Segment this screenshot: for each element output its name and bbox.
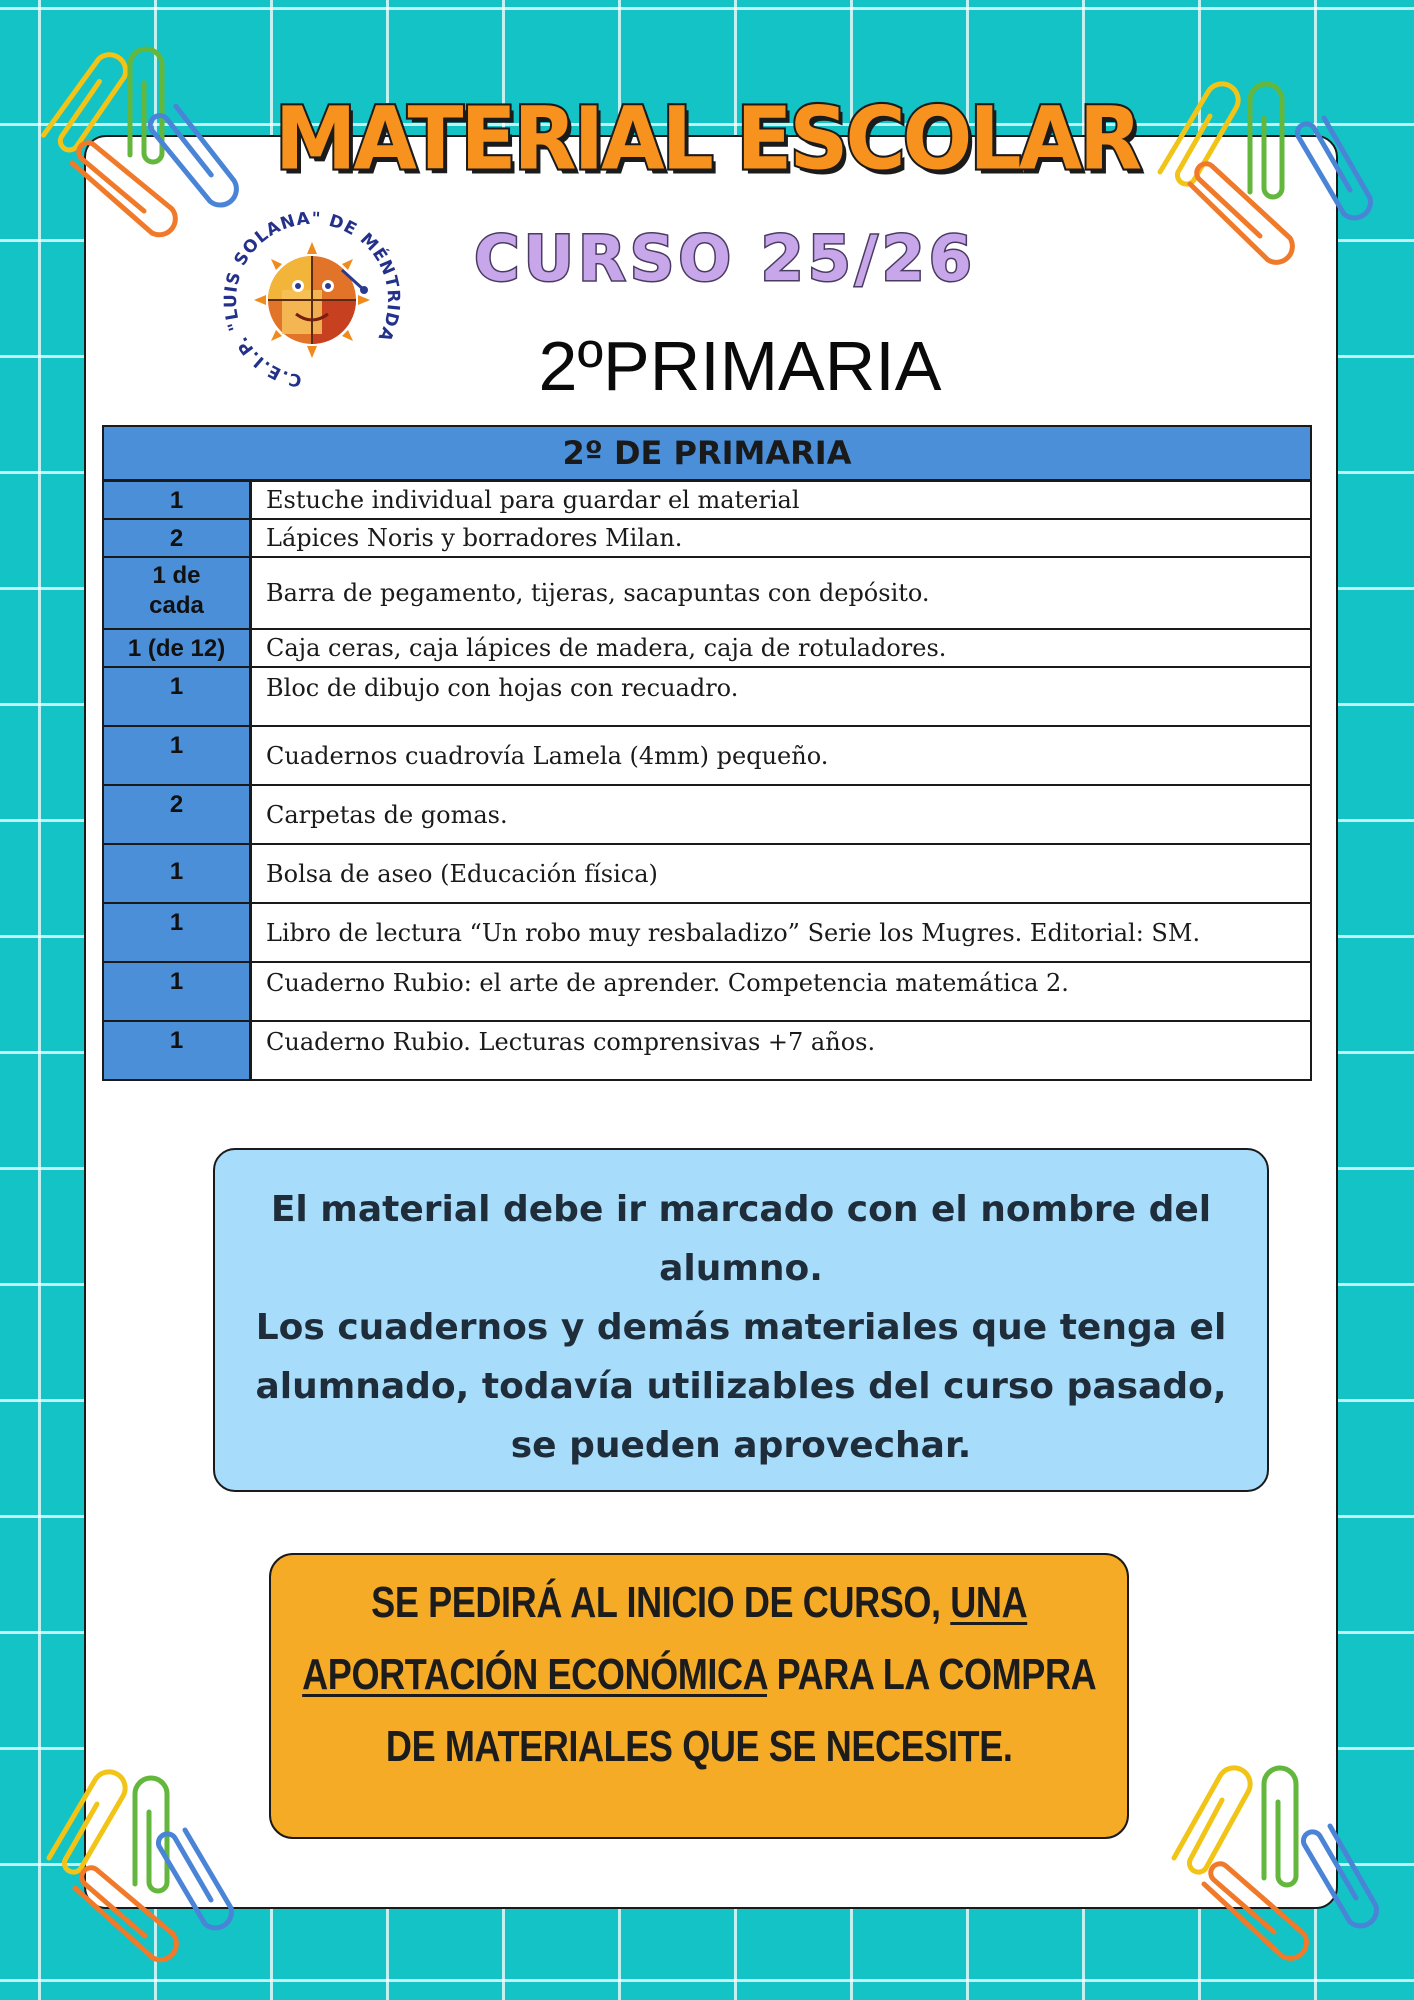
row-item: Estuche individual para guardar el material (266, 486, 800, 514)
row-item: Lápices Noris y borradores Milan. (266, 524, 683, 552)
row-quantity: 2 (104, 786, 252, 843)
row-quantity: 1 (104, 482, 252, 518)
row-item: Caja ceras, caja lápices de madera, caja de rotuladores. (266, 634, 947, 662)
row-item: Bloc de dibujo con hojas con recuadro. (266, 674, 739, 702)
table-row (104, 630, 1310, 668)
table-row (104, 520, 1310, 558)
paperclips-bottom-left-icon (35, 1758, 265, 1968)
paperclips-bottom-right-icon (1160, 1750, 1400, 1970)
row-item: Cuadernos cuadrovía Lamela (4mm) pequeño. (266, 741, 829, 770)
row-item: Barra de pegamento, tijeras, sacapuntas con depósito. (266, 579, 930, 607)
table-row (104, 1022, 1310, 1079)
school-logo (205, 196, 420, 401)
svg-text:C.E.I.P. "LUIS SOLANA" DE MÉNT: C.E.I.P. "LUIS SOLANA" DE MÉNTRIDA (220, 208, 404, 391)
row-quantity: 2 (104, 520, 252, 556)
row-quantity: 1 (104, 727, 252, 784)
note-line-2: Los cuadernos y demás materiales que tenga el alumnado, todavía utilizables del curso pasado, se pueden aprovechar. (255, 1307, 1227, 1466)
table-heading: 2º DE PRIMARIA (104, 427, 1310, 482)
table-row (104, 845, 1310, 904)
row-item: Bolsa de aseo (Educación física) (266, 859, 658, 888)
row-quantity: 1 (104, 963, 252, 1020)
table-row (104, 786, 1310, 845)
notice-underlined: UNA APORTACIÓN ECONÓMICA (301, 1578, 1028, 1699)
info-note (213, 1148, 1269, 1492)
notice-text-start: SE PEDIRÁ AL INICIO DE CURSO, (370, 1578, 951, 1627)
row-quantity: 1 (104, 904, 252, 961)
course-year: CURSO 25/26 (474, 222, 976, 295)
materials-table (102, 425, 1312, 1081)
grade-title: 2ºPRIMARIA (538, 327, 942, 405)
row-quantity: 1 (104, 1022, 252, 1079)
note-line-1: El material debe ir marcado con el nombre del alumno. (270, 1189, 1212, 1289)
table-row (104, 963, 1310, 1022)
row-quantity: 1 (104, 845, 252, 902)
table-row (104, 727, 1310, 786)
row-quantity: 1 de cada (104, 558, 252, 628)
row-item: Cuaderno Rubio. Lecturas comprensivas +7 años. (266, 1028, 876, 1056)
table-row (104, 668, 1310, 727)
row-quantity: 1 (de 12) (104, 630, 252, 666)
contribution-notice (269, 1553, 1129, 1839)
table-row (104, 558, 1310, 630)
table-row (104, 904, 1310, 963)
row-item: Carpetas de gomas. (266, 800, 508, 829)
row-item: Libro de lectura “Un robo muy resbaladizo” Serie los Mugres. Editorial: SM. (266, 918, 1201, 947)
row-item: Cuaderno Rubio: el arte de aprender. Competencia matemática 2. (266, 969, 1069, 997)
table-row (104, 482, 1310, 520)
row-quantity: 1 (104, 668, 252, 725)
notice-text-end: PARA LA COMPRA DE MATERIALES QUE SE NECESITE. (385, 1650, 1097, 1771)
page-title: MATERIAL ESCOLAR (274, 89, 1140, 190)
